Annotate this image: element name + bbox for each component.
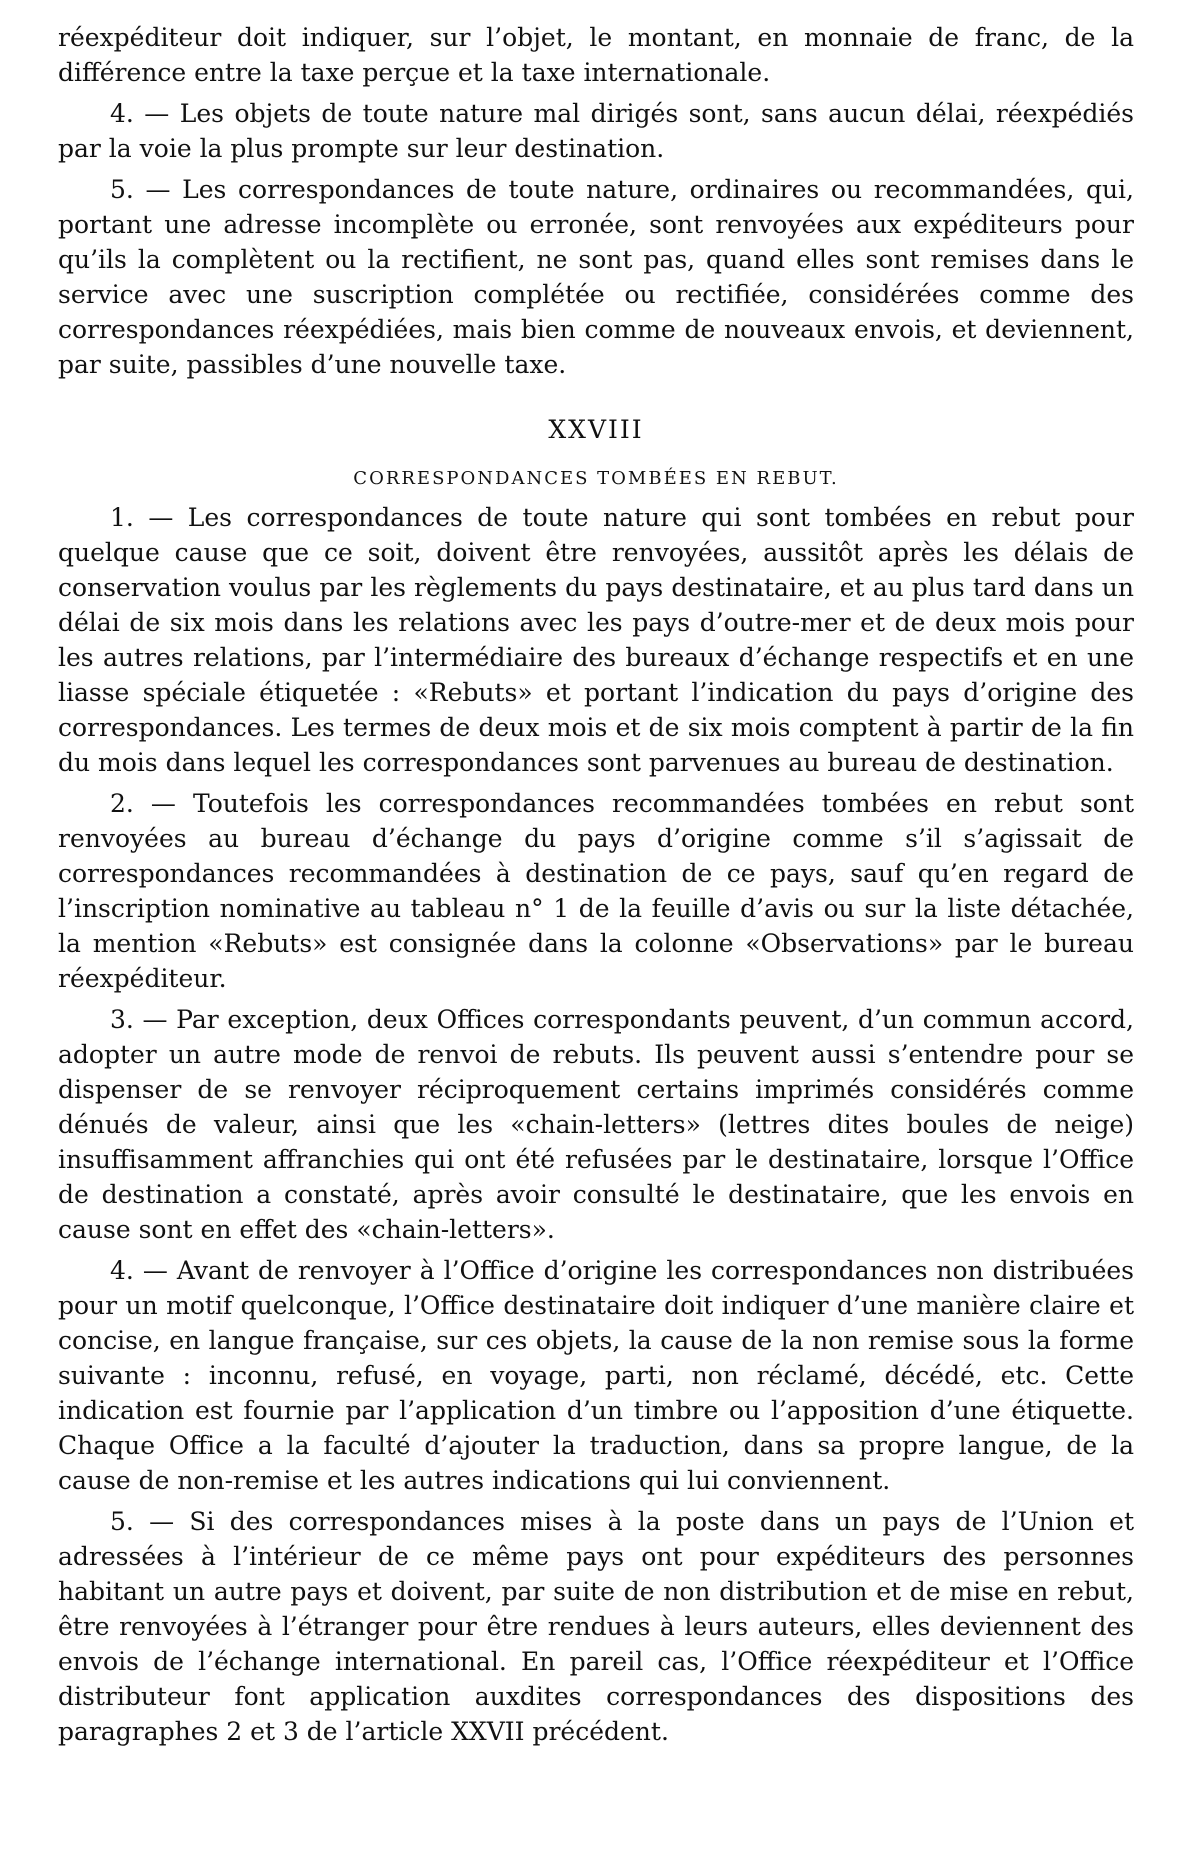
paragraph-2-registered-rebuts: 2. — Toutefois les correspondances recommandées tombées en rebut sont renvoyées au bureau d’échange du pays d’origine comme s’il s’agissait de correspondances recommandées à destination de ce pays, sauf qu’en regard de l’inscription nominative au tableau n° 1 de la feuille d’avis ou sur la liste détachée, la mention «Rebuts» est consignée dans la colonne «Observations» par le bureau réexpéditeur. — [58, 789, 1134, 993]
paragraph-5-incomplete-address: 5. — Les correspondances de toute nature, ordinaires ou recommandées, qui, portant une adresse incomplète ou erronée, sont renvoyées aux expéditeurs pour qu’ils la complètent ou la rectifient, ne sont pas, quand elles sont remises dans le service avec une suscription complétée ou rectifiée, considérées comme des correspondances réexpédiées, mais bien comme de nouveaux envois, et deviennent, par suite, passibles d’une nouvelle taxe. — [58, 175, 1134, 379]
paragraph-3-exception: 3. — Par exception, deux Offices correspondants peuvent, d’un commun accord, adopter un autre mode de renvoi de rebuts. Ils peuvent aussi s’entendre pour se dispenser de se renvoyer réciproquement certains imprimés considérés comme dénués de valeur, ainsi que les «chain-letters» (lettres dites boules de neige) insuffisamment affranchies qui ont été refusées par le destinataire, lorsque l’Office de destination a constaté, après avoir consulté le destinataire, que les envois en cause sont en effet des «chain-letters». — [58, 1005, 1134, 1244]
paragraph-4-misdirected: 4. — Les objets de toute nature mal dirigés sont, sans aucun délai, réexpédiés par la voie la plus prompte sur leur destination. — [58, 99, 1134, 163]
section-title: CORRESPONDANCES TOMBÉES EN REBUT. — [353, 468, 839, 489]
paragraph-5-foreign-senders: 5. — Si des correspondances mises à la poste dans un pays de l’Union et adressées à l’intérieur de ce même pays ont pour expéditeurs des personnes habitant un autre pays et doivent, par suite de non distribution et de mise en rebut, être renvoyées à l’étranger pour être rendues à leurs auteurs, elles deviennent des envois de l’échange international. En pareil cas, l’Office réexpéditeur et l’Office distributeur font application auxdites correspondances des dispositions des paragraphes 2 et 3 de l’article XXVII précédent. — [58, 1507, 1134, 1746]
document-page — [58, 20, 1134, 1749]
paragraph-1-rebuts: 1. — Les correspondances de toute nature qui sont tombées en rebut pour quelque cause que ce soit, doivent être renvoyées, aussitôt après les délais de conservation voulus par les règlements du pays destinataire, et au plus tard dans un délai de six mois dans les relations avec les pays d’outre-mer et de deux mois pour les autres relations, par l’intermédiaire des bureaux d’échange respectifs et en une liasse spéciale étiquetée : «Rebuts» et portant l’indication du pays d’origine des correspondances. Les termes de deux mois et de six mois comptent à partir de la fin du mois dans lequel les correspondances sont parvenues au bureau de destination. — [58, 503, 1134, 777]
section-number: XXVIII — [548, 415, 644, 444]
paragraph-continuation: réexpéditeur doit indiquer, sur l’objet, le montant, en monnaie de franc, de la différence entre la taxe perçue et la taxe internationale. — [58, 23, 1134, 87]
paragraph-4-non-delivery-cause: 4. — Avant de renvoyer à l’Office d’origine les correspondances non distribuées pour un motif quelconque, l’Office destinataire doit indiquer d’une manière claire et concise, en langue française, sur ces objets, la cause de la non remise sous la forme suivante : inconnu, refusé, en voyage, parti, non réclamé, décédé, etc. Cette indication est fournie par l’application d’un timbre ou l’apposition d’une étiquette. Chaque Office a la faculté d’ajouter la traduction, dans sa propre langue, de la cause de non-remise et les autres indications qui lui conviennent. — [58, 1256, 1134, 1495]
